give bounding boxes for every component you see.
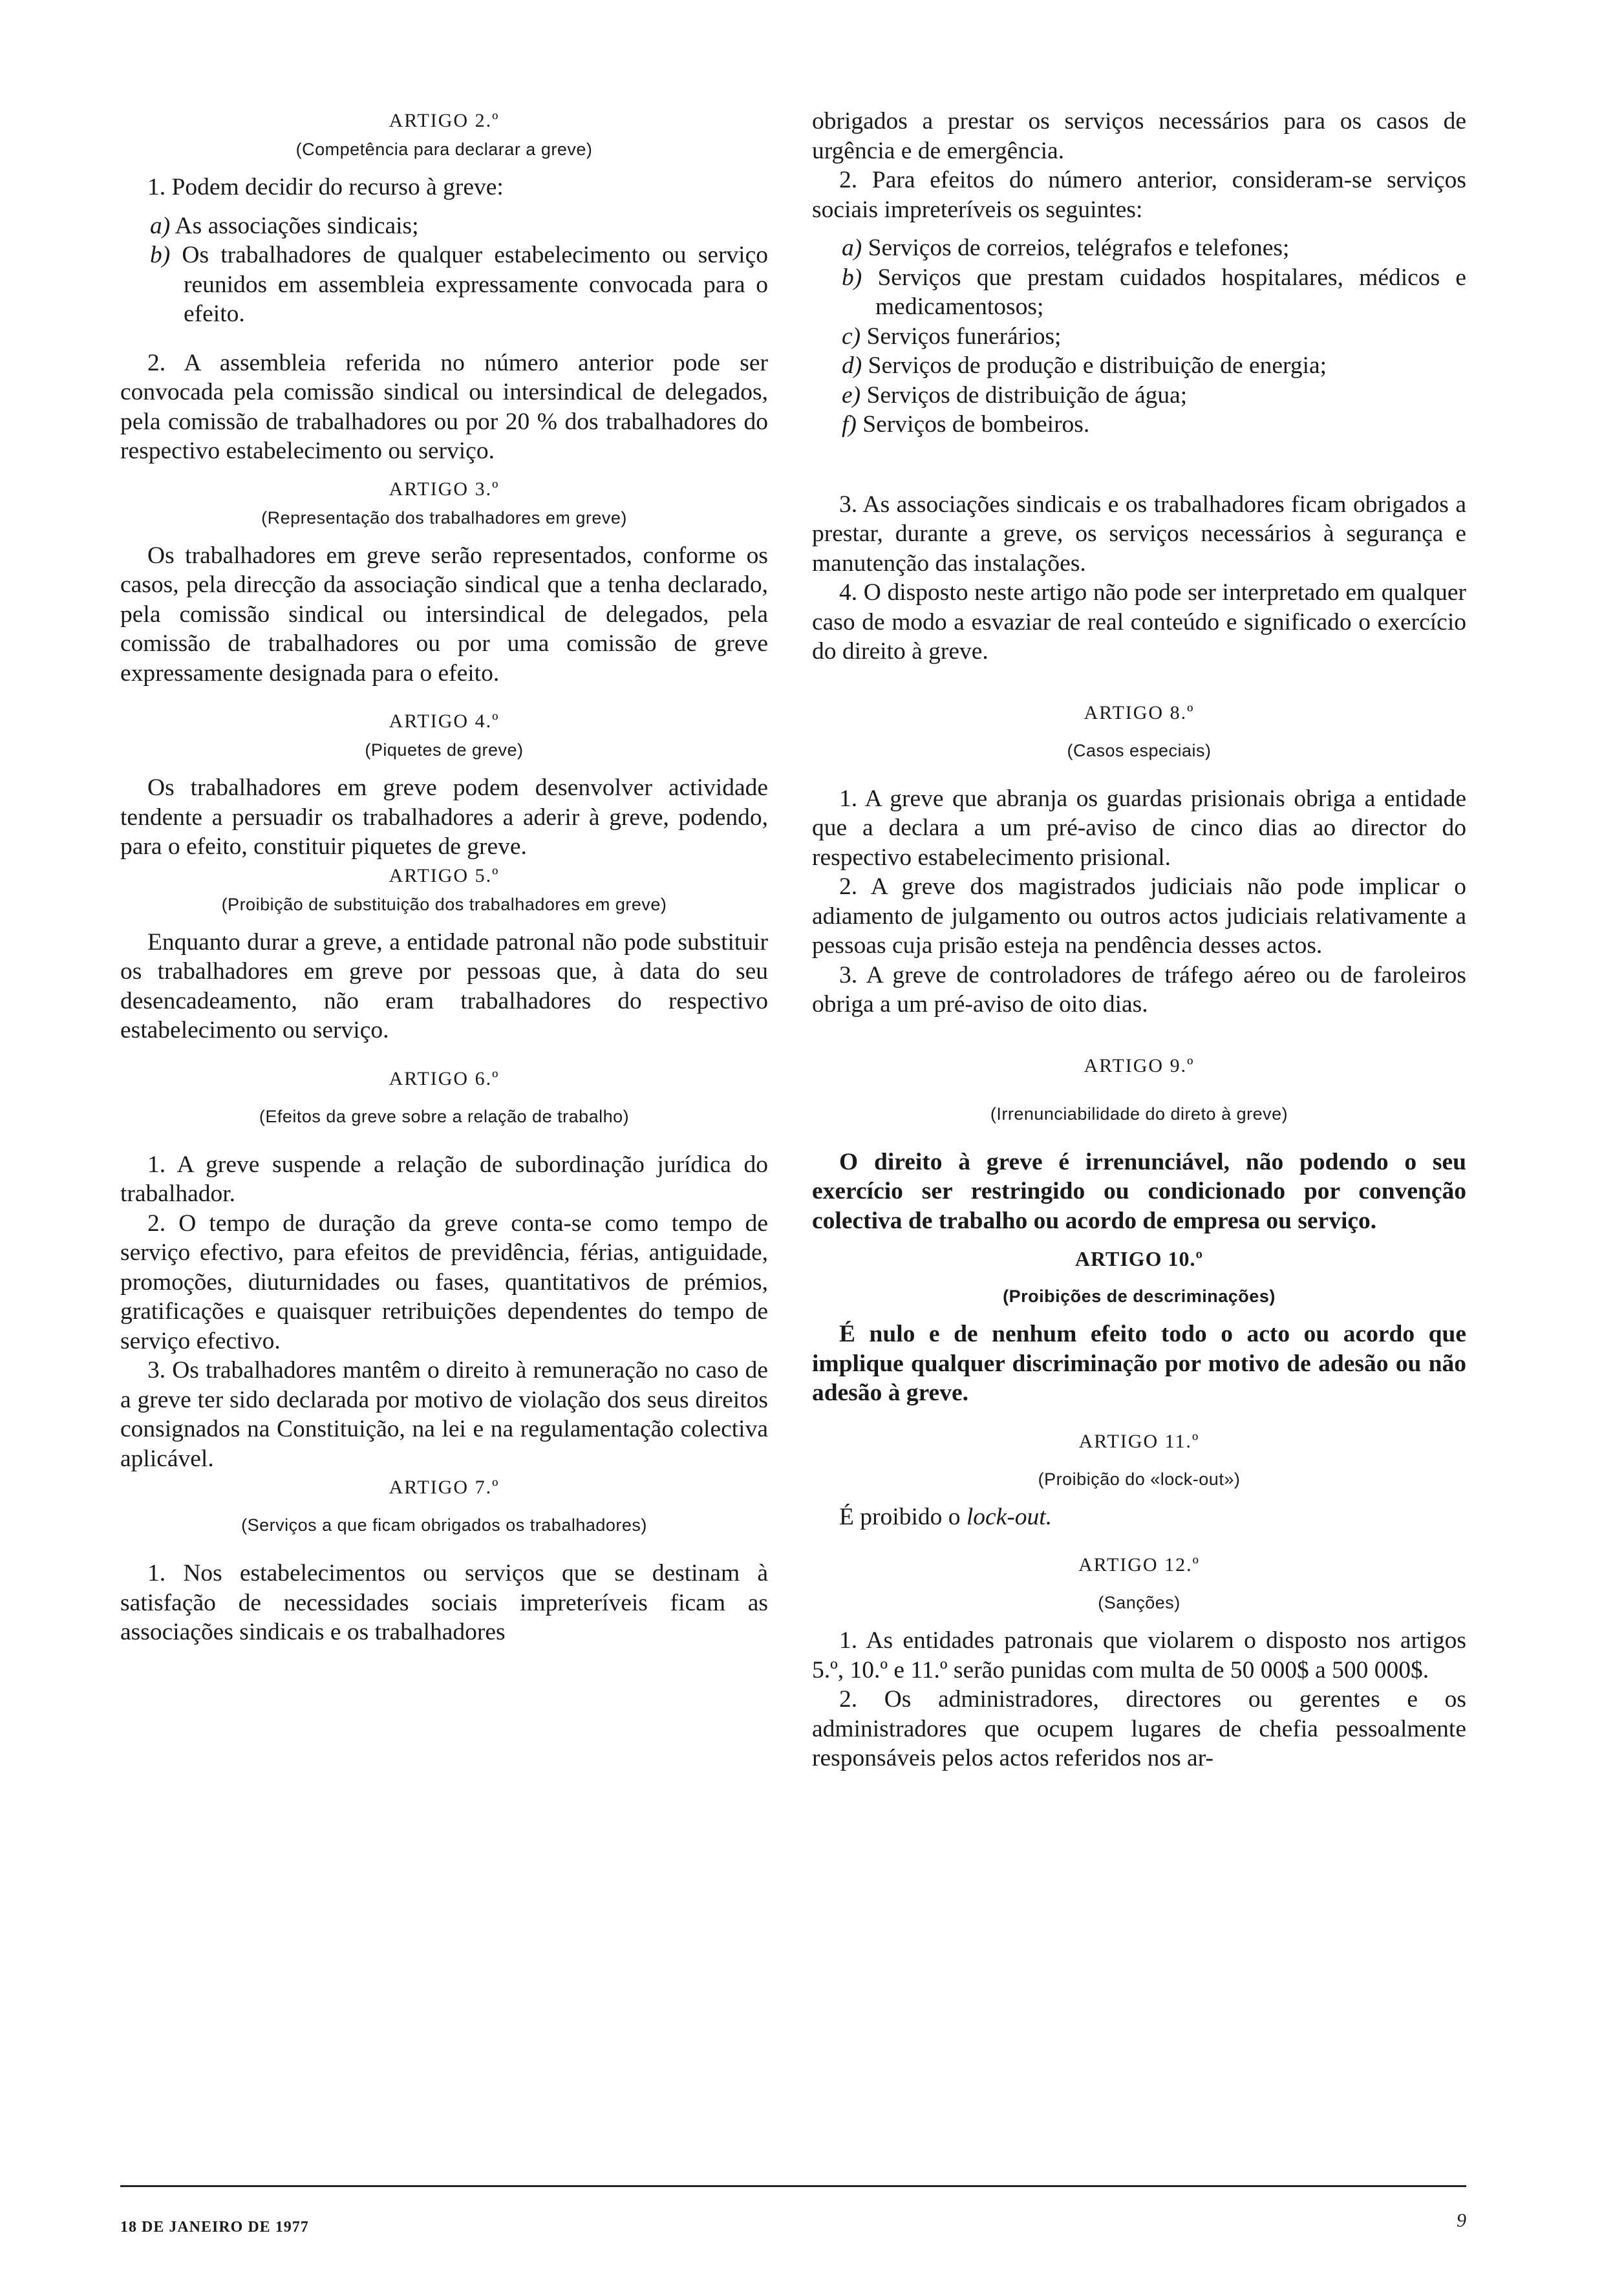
list-marker: d) bbox=[842, 352, 862, 379]
article-4-subtitle: (Piquetes de greve) bbox=[365, 740, 524, 760]
article-9-paragraph: O direito à greve é irrenunciável, não podendo o seu exercício ser restringido ou condicionado por convenção colectiva de trabalho ou acordo de empresa ou serviço. bbox=[812, 1148, 1466, 1234]
list-item: a) As associações sindicais; bbox=[150, 212, 419, 239]
article-10-title: ARTIGO 10.º bbox=[1074, 1247, 1204, 1270]
article-8-subtitle: (Casos especiais) bbox=[1067, 740, 1212, 760]
article-7-title: ARTIGO 7.º bbox=[389, 1477, 500, 1498]
article-12-subtitle: (Sanções) bbox=[1098, 1593, 1181, 1612]
article-6-title: ARTIGO 6.º bbox=[389, 1067, 500, 1089]
right-column bbox=[812, 107, 1466, 1773]
footer-date: 18 DE JANEIRO DE 1977 bbox=[120, 2219, 309, 2236]
article-7-paragraph-2: 2. Para efeitos do número anterior, consideram-se serviços sociais impreteríveis os seguintes: bbox=[812, 167, 1466, 223]
article-5-subtitle: (Proibição de substituição dos trabalhadores em greve) bbox=[221, 894, 667, 914]
article-12-paragraph-2: 2. Os administradores, directores ou gerentes e os administradores que ocupem lugares de chefia pessoalmente responsáveis pelos actos referidos nos ar- bbox=[812, 1686, 1466, 1771]
article-6-paragraph-2: 2. O tempo de duração da greve conta-se como tempo de serviço efectivo, para efeitos de previdência, férias, antiguidade, promoções, diuturnidades ou fases, quantitativos de prémios, gratificações e quaisquer retribuições dependentes do tempo de serviço efectivo. bbox=[120, 1210, 768, 1354]
left-column bbox=[120, 107, 768, 1647]
article-8-title: ARTIGO 8.º bbox=[1084, 701, 1195, 723]
article-11-title: ARTIGO 11.º bbox=[1078, 1430, 1200, 1452]
article-8-paragraph-3: 3. A greve de controladores de tráfego aéreo ou de faroleiros obriga a um pré-aviso de oito dias. bbox=[812, 961, 1466, 1018]
article-8-paragraph-2: 2. A greve dos magistrados judiciais não pode implicar o adiamento de julgamento ou outros actos judiciais relativamente a pessoas cuja prisão esteja na pendência desses actos. bbox=[812, 873, 1466, 959]
article-7-paragraph-4: 4. O disposto neste artigo não pode ser interpretado em qualquer caso de modo a esvaziar de real conteúdo e significado o exercício do direito à greve. bbox=[812, 579, 1466, 665]
article-8-paragraph-1: 1. A greve que abranja os guardas prisionais obriga a entidade que a declara a um pré-aviso de cinco dias ao director do respectivo estabelecimento prisional. bbox=[812, 785, 1466, 871]
article-3-title: ARTIGO 3.º bbox=[389, 478, 500, 500]
article-5-paragraph: Enquanto durar a greve, a entidade patronal não pode substituir os trabalhadores em greve por pessoas que, à data do seu desencadeamento, não eram trabalhadores do respectivo estabelecimento ou serviço. bbox=[120, 928, 768, 1043]
article-11-paragraph: É proibido o lock-out. bbox=[839, 1503, 1052, 1530]
article-3-paragraph: Os trabalhadores em greve serão representados, conforme os casos, pela direcção da associação sindical que a tenha declarado, pela comissão sindical ou intersindical de delegados, pela comissão de trabalhadores ou por uma comissão de greve expressamente designada para o efeito. bbox=[120, 542, 768, 687]
article-4-title: ARTIGO 4.º bbox=[389, 710, 500, 732]
article-11-subtitle: (Proibição do «lock-out») bbox=[1038, 1469, 1241, 1489]
list-item: b) Serviços que prestam cuidados hospitalares, médicos e medicamentosos; bbox=[842, 264, 1466, 320]
article-9-subtitle: (Irrenunciabilidade do direto à greve) bbox=[990, 1104, 1288, 1124]
list-item: b) Os trabalhadores de qualquer estabelecimento ou serviço reunidos em assembleia expressamente convocada para o efeito. bbox=[150, 242, 768, 327]
article-7-paragraph-1: 1. Nos estabelecimentos ou serviços que se destinam à satisfação de necessidades sociais impreteríveis ficam as associações sindicais e os trabalhadores bbox=[120, 1560, 768, 1645]
article-7-subtitle: (Serviços a que ficam obrigados os trabalhadores) bbox=[241, 1515, 647, 1535]
list-item: e) Serviços de distribuição de água; bbox=[842, 381, 1188, 409]
list-marker: c) bbox=[842, 323, 861, 350]
page-number: 9 bbox=[1457, 2210, 1466, 2231]
article-9-title: ARTIGO 9.º bbox=[1084, 1054, 1195, 1076]
article-10-subtitle: (Proibições de descriminações) bbox=[1003, 1287, 1276, 1306]
list-marker: b) bbox=[150, 242, 171, 268]
list-marker: f) bbox=[842, 411, 857, 438]
article-2-list bbox=[120, 211, 768, 329]
list-marker: e) bbox=[842, 381, 861, 409]
list-item: d) Serviços de produção e distribuição de energia; bbox=[842, 352, 1327, 379]
article-2-title: ARTIGO 2.º bbox=[389, 110, 500, 131]
list-item: f) Serviços de bombeiros. bbox=[842, 411, 1090, 438]
article-4-paragraph: Os trabalhadores em greve podem desenvolver actividade tendente a persuadir os trabalhadores a aderir à greve, podendo, para o efeito, constituir piquetes de greve. bbox=[120, 774, 768, 860]
article-12-paragraph-1: 1. As entidades patronais que violarem o disposto nos artigos 5.º, 10.º e 11.º serão punidas com multa de 50 000$ a 500 000$. bbox=[812, 1627, 1466, 1683]
article-2-paragraph-2: 2. A assembleia referida no número anterior pode ser convocada pela comissão sindical ou intersindical de delegados, pela comissão de trabalhadores ou por 20 % dos trabalhadores do respectivo estabelecimento ou serviço. bbox=[120, 349, 768, 464]
list-marker: a) bbox=[842, 235, 862, 261]
article-7-list bbox=[812, 233, 1466, 440]
article-6-subtitle: (Efeitos da greve sobre a relação de trabalho) bbox=[259, 1106, 630, 1126]
list-item: a) Serviços de correios, telégrafos e telefones; bbox=[842, 235, 1290, 261]
list-item: c) Serviços funerários; bbox=[842, 323, 1062, 350]
article-10-paragraph: É nulo e de nenhum efeito todo o acto ou acordo que implique qualquer discriminação por motivo de adesão ou não adesão à greve. bbox=[812, 1321, 1466, 1406]
article-5-title: ARTIGO 5.º bbox=[389, 864, 500, 886]
article-3-subtitle: (Representação dos trabalhadores em greve) bbox=[261, 507, 627, 528]
article-7-paragraph-3: 3. As associações sindicais e os trabalhadores ficam obrigados a prestar, durante a greve, os serviços necessários à segurança e manutenção das instalações. bbox=[812, 491, 1466, 577]
article-7-continuation: obrigados a prestar os serviços necessários para os casos de urgência e de emergência. bbox=[812, 108, 1466, 164]
list-marker: b) bbox=[842, 264, 862, 291]
article-6-paragraph-1: 1. A greve suspende a relação de subordinação jurídica do trabalhador. bbox=[120, 1151, 768, 1207]
article-12-title: ARTIGO 12.º bbox=[1078, 1554, 1200, 1576]
article-6-paragraph-3: 3. Os trabalhadores mantêm o direito à remuneração no caso de a greve ter sido declarada por motivo de violação dos seus direitos consignados na Constituição, na lei e na regulamentação colectiva aplicável. bbox=[120, 1357, 768, 1472]
footer-divider bbox=[120, 2185, 1466, 2187]
article-2-paragraph-1: 1. Podem decidir do recurso à greve: bbox=[147, 174, 504, 200]
article-2-subtitle: (Competência para declarar a greve) bbox=[295, 140, 593, 159]
list-marker: a) bbox=[150, 212, 171, 239]
